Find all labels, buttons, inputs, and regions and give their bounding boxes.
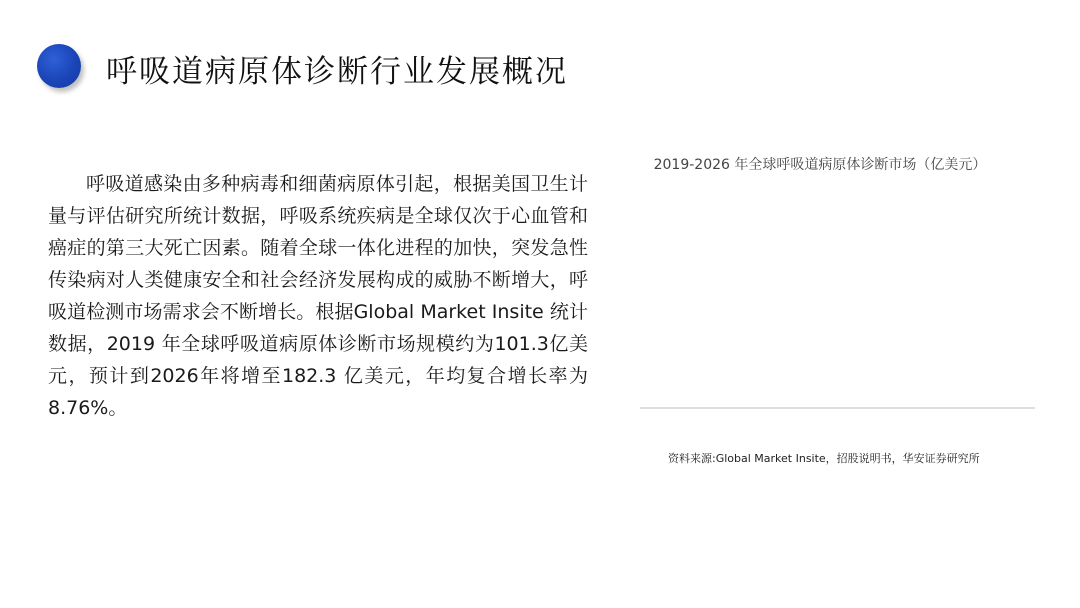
chart-source: 资料来源:Global Market Insite，招股说明书，华安证券研究所 — [668, 452, 980, 465]
chart-title: 2019-2026 年全球呼吸道病原体诊断市场（亿美元） — [653, 157, 987, 173]
body-text — [48, 168, 588, 424]
title-bullet-circle — [37, 44, 81, 88]
chart-container — [605, 150, 1045, 470]
chart-svg — [605, 150, 1045, 450]
page-title: 呼吸道病原体诊断行业发展概况 — [106, 54, 568, 90]
body-paragraph: 呼吸道感染由多种病毒和细菌病原体引起，根据美国卫生计量与评估研究所统计数据，呼吸系统疾病是全球仅次于心血管和癌症的第三大死亡因素。随着全球一体化进程的加快，突发急性传染病对人类健康安全和社会经济发展构成的威胁不断增大，呼吸道检测市场需求会不断增长。根据Global Market Insite 统计数据，2019 年全球呼吸道病原体诊断市场规模约为101.3亿美元，预计到2026年将增至182.3 亿美元，年均复合增长率为 8.76%。 — [48, 173, 588, 419]
